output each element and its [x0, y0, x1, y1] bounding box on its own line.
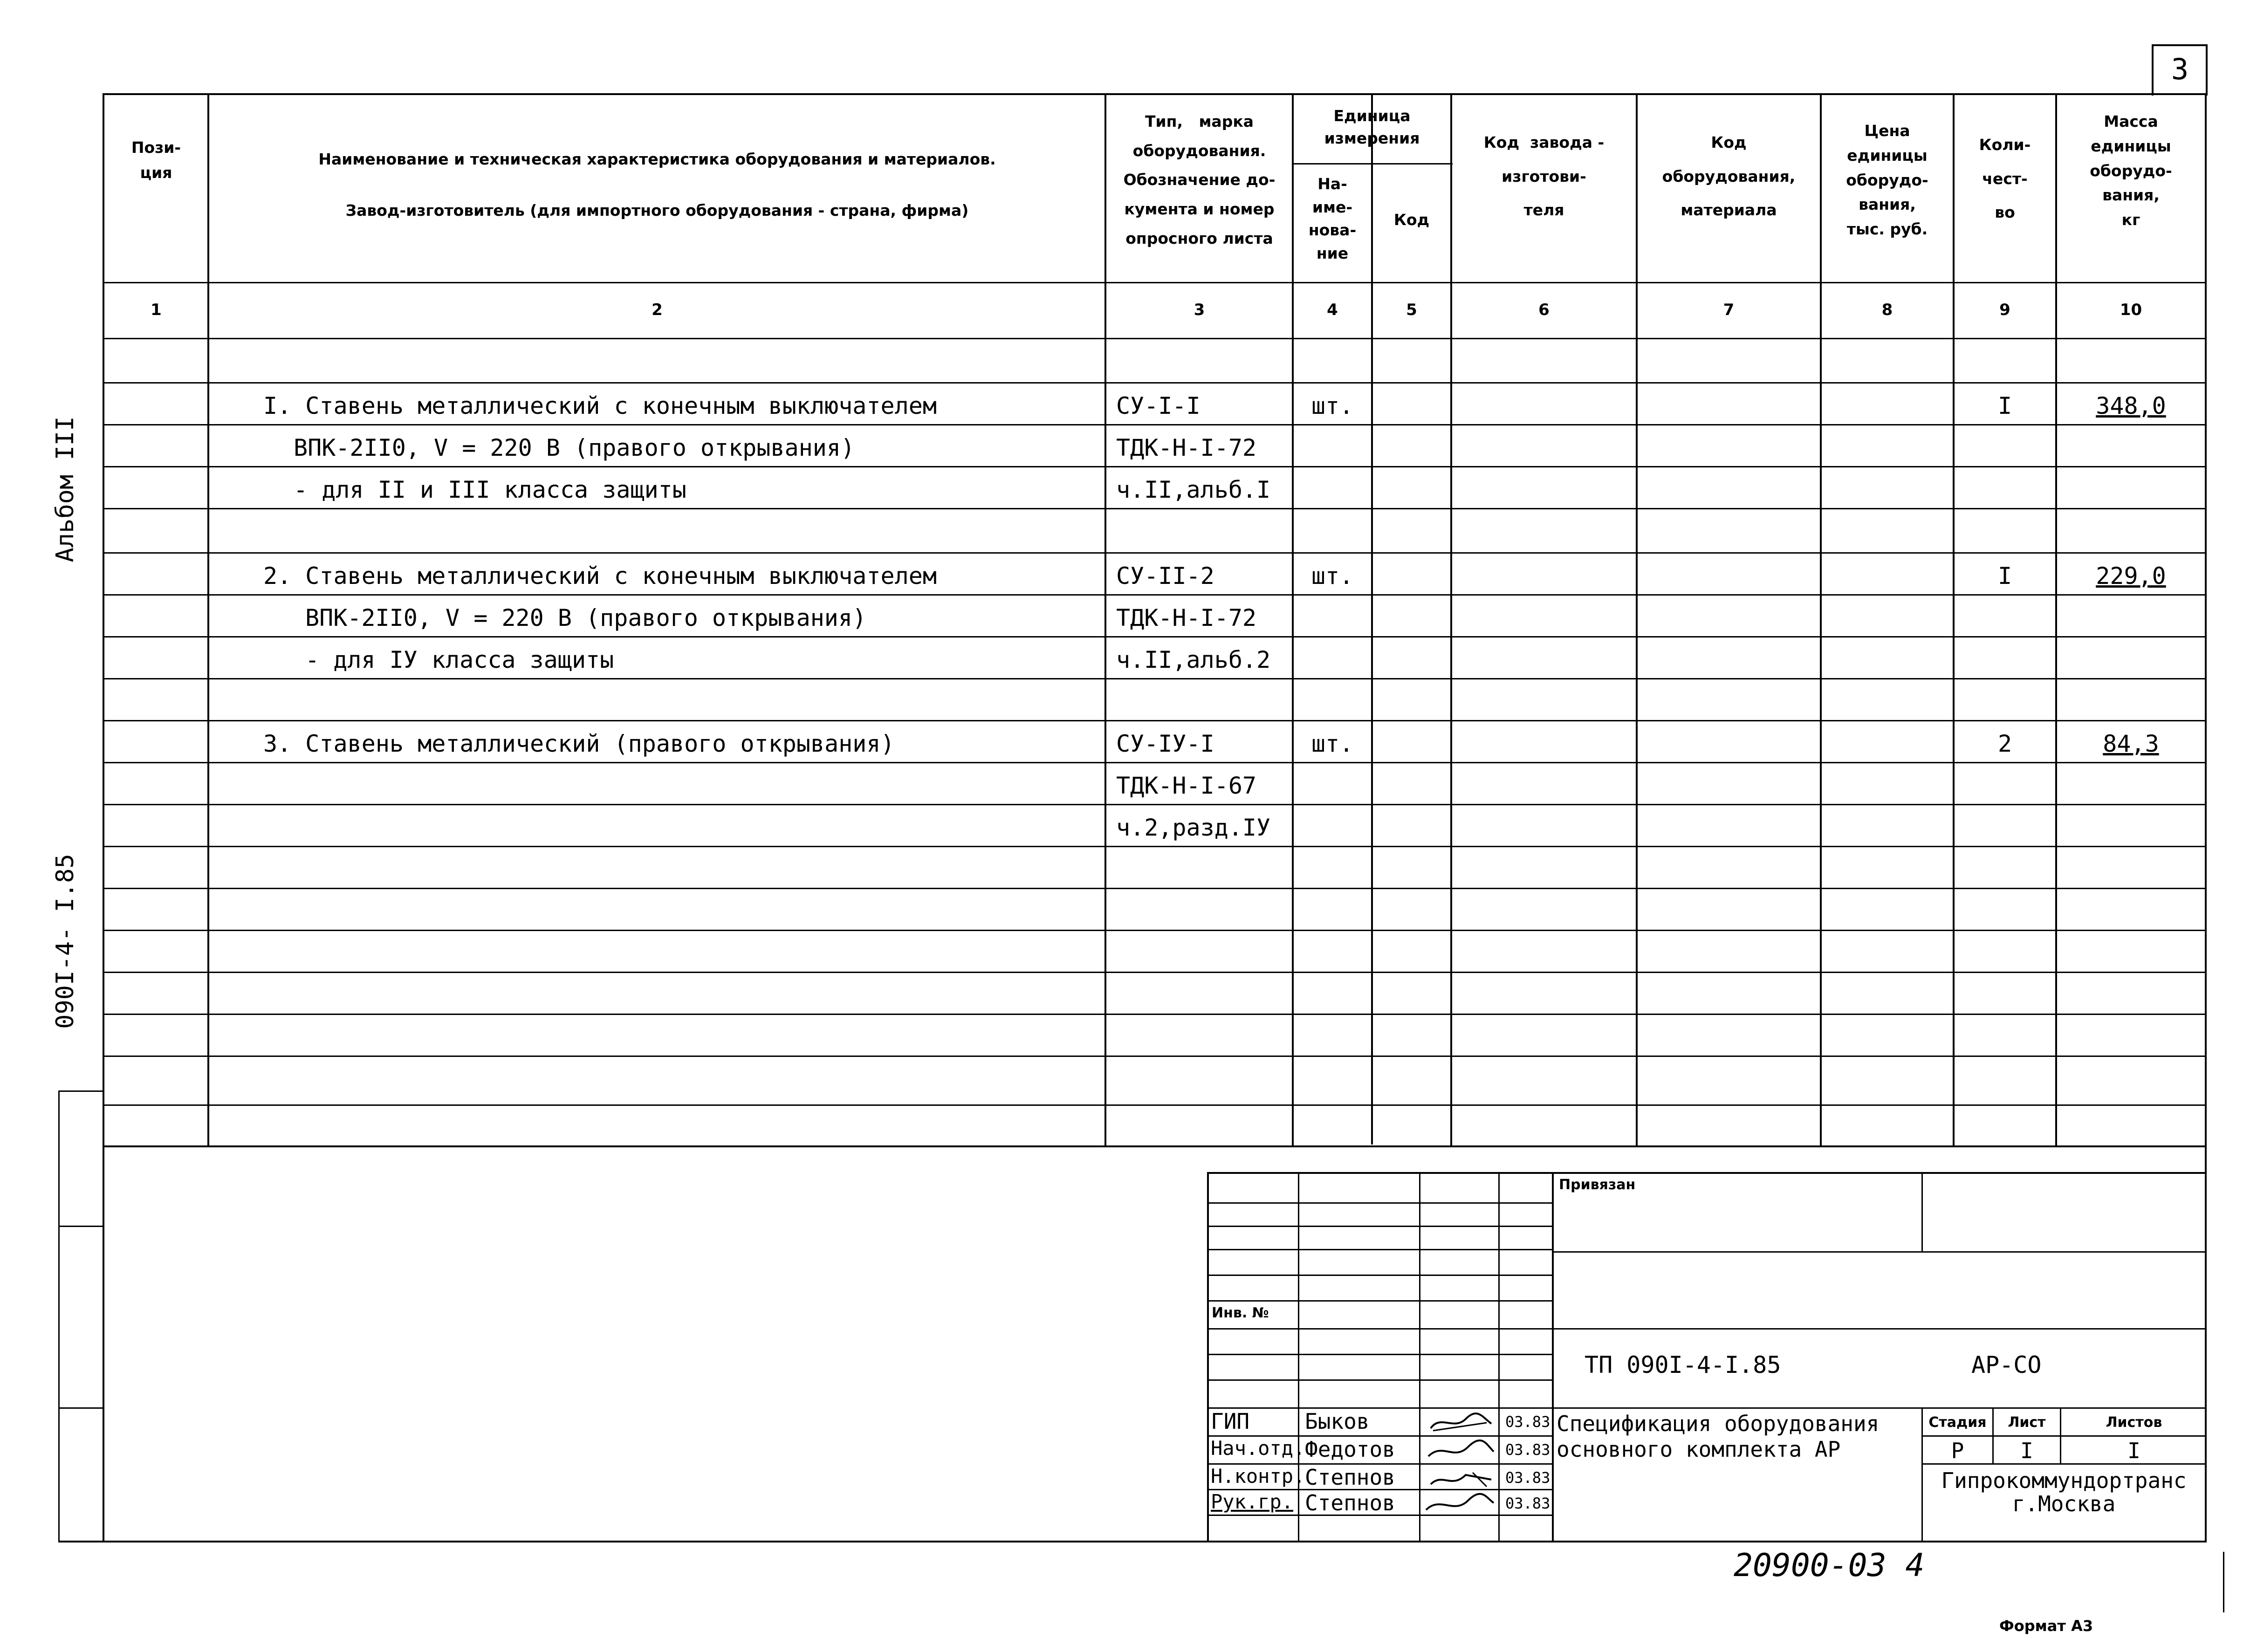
album-label: Альбом III	[51, 416, 79, 562]
column-number: 4	[1327, 301, 1338, 319]
column-number: 1	[151, 301, 162, 319]
item-name-line: ВПК-2II0, V = 220 В (правого открывания)	[294, 434, 855, 461]
header-unit: Единица измерения	[1324, 107, 1420, 147]
signer-date: 03.83	[1505, 1494, 1550, 1512]
column-number: 10	[2120, 301, 2142, 319]
stage-label: Стадия	[1928, 1414, 1987, 1431]
signer-date: 03.83	[1505, 1441, 1550, 1459]
organization-city: г.Москва	[2012, 1491, 2116, 1516]
header-equipment-code: Код оборудования, материала	[1662, 133, 1796, 219]
sheets-value: I	[2127, 1438, 2140, 1463]
item-name-line: I. Ставень металлический с конечным выключателем	[263, 392, 937, 419]
header-name-line2: Завод-изготовитель (для импортного оборудования - страна, фирма)	[345, 201, 969, 219]
item-unit: шт.	[1311, 392, 1354, 419]
signer-name: Быков	[1305, 1409, 1370, 1434]
item-type-line: СУ-II-2	[1116, 562, 1214, 590]
item-type-line: ч.II,альб.2	[1116, 646, 1271, 673]
signer-role: ГИП	[1211, 1409, 1250, 1434]
format-label: Формат А3	[1999, 1617, 2093, 1635]
item-type-line: СУ-IУ-I	[1116, 730, 1214, 757]
header-mass: Масса единицы оборудо- вания, кг	[2090, 112, 2172, 229]
column-number: 5	[1406, 301, 1417, 319]
stage-value: Р	[1951, 1438, 1964, 1463]
page-number: 3	[2171, 52, 2189, 86]
document-code: АР-СО	[1971, 1351, 2042, 1378]
right-edge-mark	[2223, 1552, 2224, 1612]
archive-number: 20900-03 4	[1734, 1547, 1925, 1584]
signature-scribbles	[1421, 1410, 1498, 1517]
item-type-line: ТДК-Н-I-72	[1116, 604, 1257, 631]
organization-name: Гипрокоммундортранс	[1941, 1468, 2187, 1493]
item-unit: шт.	[1311, 562, 1354, 590]
header-price: Цена единицы оборудо- вания, тыс. руб.	[1846, 122, 1928, 239]
sheet-label: Лист	[2008, 1414, 2046, 1431]
item-type-line: ТДК-Н-I-72	[1116, 434, 1257, 461]
signer-date: 03.83	[1505, 1413, 1550, 1431]
item-name-line: 3. Ставень металлический (правого открывания)	[263, 730, 895, 757]
header-position: Пози- ция	[131, 138, 181, 182]
item-type-line: ч.2,разд.IУ	[1116, 814, 1271, 841]
signer-date: 03.83	[1505, 1469, 1550, 1487]
header-quantity: Коли- чест- во	[1979, 136, 2031, 222]
header-unit-code: Код	[1393, 211, 1430, 229]
inventory-number-label: Инв. №	[1212, 1305, 1269, 1321]
item-type-line: СУ-I-I	[1116, 392, 1201, 419]
document-title-line1: Спецификация оборудования	[1557, 1411, 1880, 1436]
document-designation: ТП 090I-4-I.85	[1585, 1351, 1781, 1378]
item-name-line: - для IУ класса защиты	[305, 646, 614, 673]
column-number: 8	[1881, 301, 1893, 319]
header-unit-name: На- име- нова- ние	[1308, 175, 1357, 262]
item-quantity: I	[1997, 562, 2012, 590]
item-type-line: ч.II,альб.I	[1116, 476, 1271, 503]
signer-name: Степнов	[1305, 1465, 1395, 1490]
sheets-label: Листов	[2106, 1414, 2162, 1431]
item-name-line: ВПК-2II0, V = 220 В (правого открывания)	[305, 604, 867, 631]
sheet-value: I	[2020, 1438, 2033, 1463]
signer-name: Федотов	[1305, 1437, 1395, 1462]
signer-role: Н.контр.	[1211, 1465, 1305, 1487]
header-name-line1: Наименование и техническая характеристика оборудования и материалов.	[318, 150, 996, 168]
side-doc-code: 090I-4- I.85	[51, 854, 79, 1029]
column-number: 3	[1194, 301, 1205, 319]
column-number: 7	[1723, 301, 1735, 319]
header-factory-code: Код завода - изготови- теля	[1483, 133, 1605, 219]
item-quantity: I	[1997, 392, 2012, 419]
header-type: Тип, марка оборудования. Обозначение до- кумента и номер опросного листа	[1123, 112, 1276, 247]
column-number: 9	[1999, 301, 2010, 319]
item-unit: шт.	[1311, 730, 1354, 757]
item-quantity: 2	[1997, 730, 2012, 757]
item-mass: 84,3	[2103, 730, 2159, 757]
item-name-line: - для II и III класса защиты	[294, 476, 686, 503]
signer-role: Нач.отд.	[1211, 1437, 1305, 1460]
item-mass: 229,0	[2096, 562, 2166, 590]
signer-name: Степнов	[1305, 1490, 1395, 1515]
item-mass: 348,0	[2096, 392, 2166, 419]
column-number: 6	[1538, 301, 1550, 319]
item-name-line: 2. Ставень металлический с конечным выключателем	[263, 562, 937, 590]
column-number: 2	[652, 301, 663, 319]
attached-label: Привязан	[1559, 1177, 1636, 1193]
signer-role: Рук.гр.	[1211, 1490, 1294, 1513]
item-type-line: ТДК-Н-I-67	[1116, 772, 1257, 799]
document-title-line2: основного комплекта АР	[1557, 1437, 1841, 1462]
